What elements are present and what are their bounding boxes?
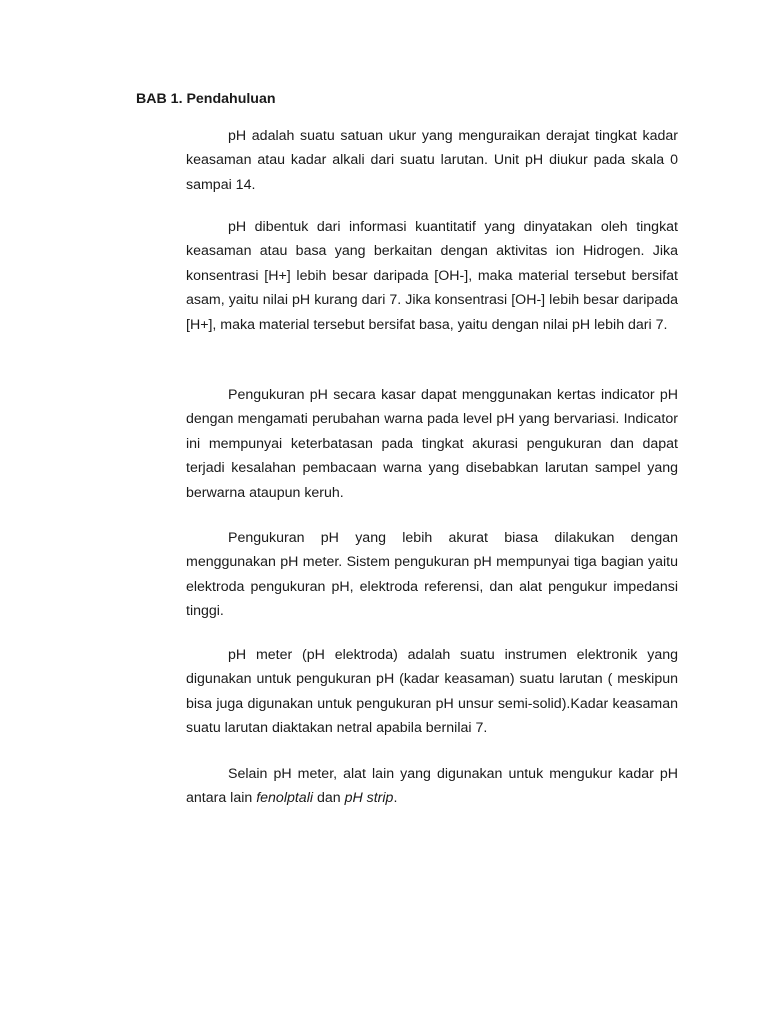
paragraph-4-text: Pengukuran pH yang lebih akurat biasa dilakukan dengan menggunakan pH meter. Sistem pengukuran pH mempunyai tiga bagian yaitu elektroda pengukuran pH, elektroda referensi, dan alat pengukur impedansi tinggi. bbox=[186, 530, 678, 620]
paragraph-5 bbox=[186, 643, 678, 741]
paragraph-6-intro: Selain pH meter, alat lain yang digunakan untuk mengukur kadar pH antara lain bbox=[186, 766, 678, 807]
paragraph-2-text: pH dibentuk dari informasi kuantitatif yang dinyatakan oleh tingkat keasaman atau basa yang berkaitan dengan aktivitas ion Hidrogen. Jika konsentrasi [H+] lebih besar daripada [OH-], maka material tersebut bersifat asam, yaitu nilai pH kurang dari 7. Jika konsentrasi [OH-] lebih besar daripada [H+], maka material tersebut bersifat basa, yaitu dengan nilai pH lebih dari 7. bbox=[186, 219, 678, 333]
term-fenolptali: fenolptali bbox=[256, 790, 313, 807]
paragraph-3-text: Pengukuran pH secara kasar dapat menggunakan kertas indicator pH dengan mengamati perubahan warna pada level pH yang bervariasi. Indicator ini mempunyai keterbatasan pada tingkat akurasi pengukuran dan dapat terjadi kesalahan pembacaan warna yang disebabkan larutan sampel yang berwarna ataupun keruh. bbox=[186, 387, 678, 501]
paragraph-5-text: pH meter (pH elektroda) adalah suatu instrumen elektronik yang digunakan untuk pengukuran pH (kadar keasaman) suatu larutan ( meskipun bisa juga digunakan untuk pengukuran pH unsur semi-solid).Kadar keasaman suatu larutan diaktakan netral apabila bernilai 7. bbox=[186, 647, 678, 737]
paragraph-1-text: pH adalah suatu satuan ukur yang menguraikan derajat tingkat kadar keasaman atau kadar alkali dari suatu larutan. Unit pH diukur pada skala 0 sampai 14. bbox=[186, 128, 678, 193]
paragraph-6-end: . bbox=[393, 790, 398, 807]
paragraph-3 bbox=[186, 383, 678, 505]
paragraph-1 bbox=[186, 124, 678, 197]
paragraph-6-joiner: dan bbox=[313, 790, 345, 807]
paragraph-6 bbox=[186, 762, 678, 811]
paragraph-2 bbox=[186, 215, 678, 337]
term-ph-strip: pH strip bbox=[344, 790, 394, 807]
chapter-heading: BAB 1. Pendahuluan bbox=[136, 91, 276, 107]
paragraph-4 bbox=[186, 526, 678, 624]
